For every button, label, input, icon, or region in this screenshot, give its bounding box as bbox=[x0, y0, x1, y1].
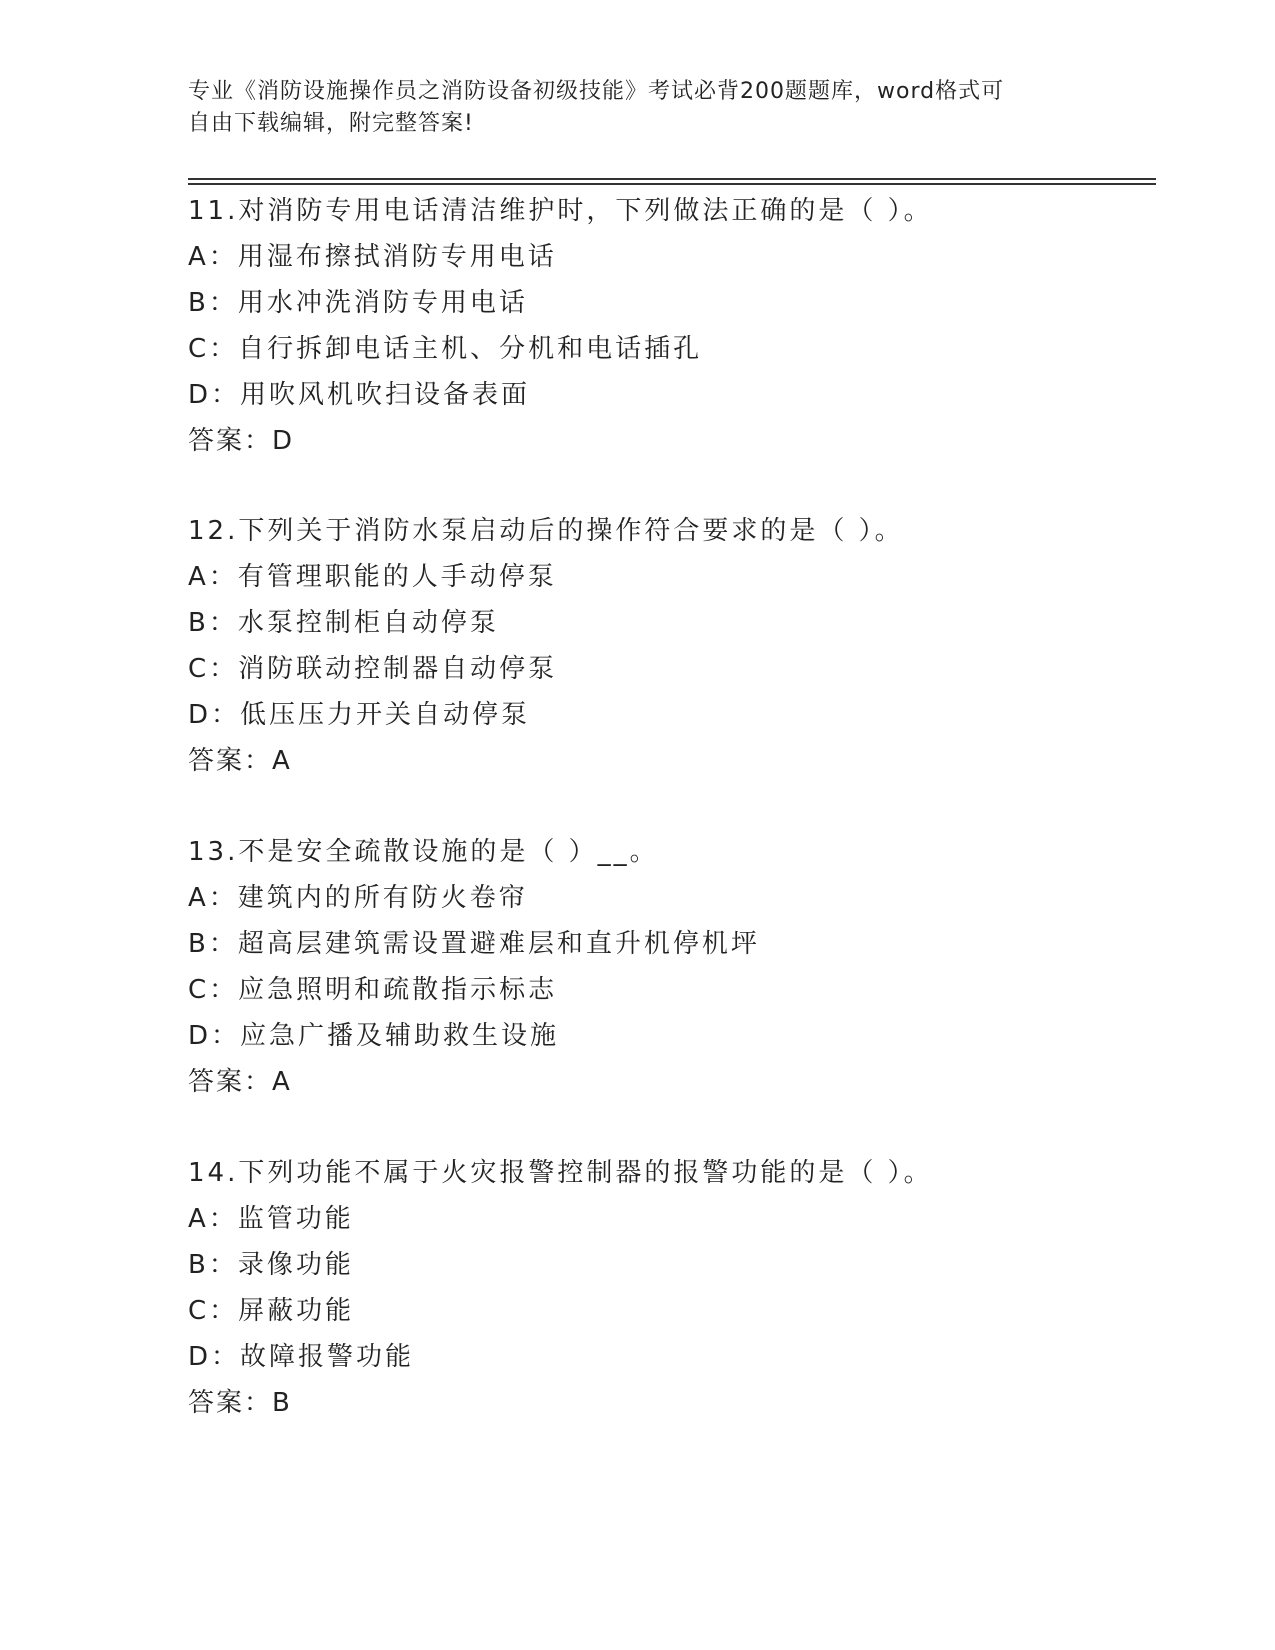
option-d: D：应急广播及辅助救生设施 bbox=[188, 1021, 560, 1051]
document-header bbox=[188, 76, 1088, 140]
option-b: B：用水冲洗消防专用电话 bbox=[188, 288, 528, 318]
option-a: A：监管功能 bbox=[188, 1204, 354, 1234]
option-b: B：水泵控制柜自动停泵 bbox=[188, 608, 499, 638]
option-a: A：有管理职能的人手动停泵 bbox=[188, 562, 557, 592]
question-stem: 11.对消防专用电话清洁维护时，下列做法正确的是（ ）。 bbox=[188, 196, 933, 226]
option-c: C：自行拆卸电话主机、分机和电话插孔 bbox=[188, 334, 703, 364]
header-title-line-2: 自由下载编辑，附完整答案! bbox=[188, 111, 474, 136]
question-11 bbox=[188, 188, 1148, 464]
header-divider-bottom bbox=[188, 183, 1156, 185]
question-stem: 14.下列功能不属于火灾报警控制器的报警功能的是（ ）。 bbox=[188, 1158, 933, 1188]
header-divider-top bbox=[188, 178, 1156, 180]
option-d: D：低压压力开关自动停泵 bbox=[188, 700, 531, 730]
question-stem: 13.不是安全疏散设施的是（ ）__。 bbox=[188, 837, 659, 867]
answer: 答案：B bbox=[188, 1388, 292, 1418]
question-14 bbox=[188, 1150, 1148, 1426]
header-title-line-1: 专业《消防设施操作员之消防设备初级技能》考试必背200题题库，word格式可 bbox=[188, 79, 1005, 104]
option-a: A：建筑内的所有防火卷帘 bbox=[188, 883, 528, 913]
answer: 答案：A bbox=[188, 1067, 292, 1097]
answer: 答案：A bbox=[188, 746, 292, 776]
question-13 bbox=[188, 829, 1148, 1105]
question-stem: 12.下列关于消防水泵启动后的操作符合要求的是（ ）。 bbox=[188, 516, 904, 546]
option-a: A：用湿布擦拭消防专用电话 bbox=[188, 242, 557, 272]
option-b: B：录像功能 bbox=[188, 1250, 354, 1280]
option-d: D：用吹风机吹扫设备表面 bbox=[188, 380, 531, 410]
option-d: D：故障报警功能 bbox=[188, 1342, 415, 1372]
option-b: B：超高层建筑需设置避难层和直升机停机坪 bbox=[188, 929, 760, 959]
option-c: C：应急照明和疏散指示标志 bbox=[188, 975, 558, 1005]
option-c: C：屏蔽功能 bbox=[188, 1296, 355, 1326]
option-c: C：消防联动控制器自动停泵 bbox=[188, 654, 558, 684]
answer: 答案：D bbox=[188, 426, 295, 456]
question-12 bbox=[188, 508, 1148, 784]
